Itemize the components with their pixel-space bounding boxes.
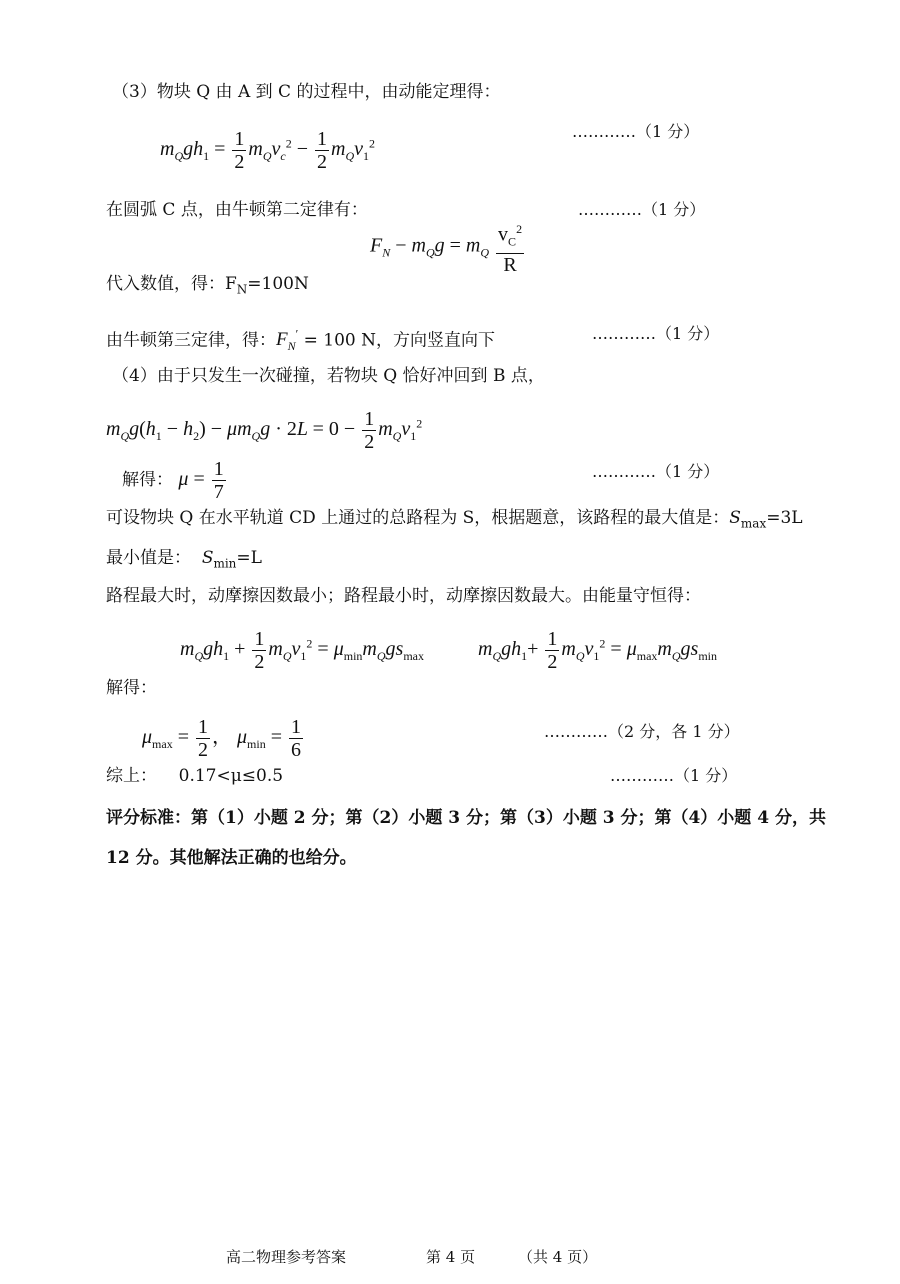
footer-page-total: （共 4 页） — [518, 1248, 598, 1266]
summary-value: 0.17<μ≤0.5 — [178, 766, 284, 786]
equation-kinetic-energy: $m_Qgh_1$ = $\frac{1}{2}$ $m_Qv_c^2$ − $\frac{1}{2}$ $m_Qv_1^2$ — [160, 128, 376, 173]
substitute-value: =100N — [247, 274, 309, 294]
equation-energy-min: $m_Qgh_1+$ $\frac{1}{2}$ $m_Qv_1^2 = \mu_{max}m_Qgs_{min}$ — [478, 628, 718, 673]
score-eq1: …………（1 分） — [572, 122, 700, 141]
score-summary: …………（1 分） — [610, 766, 738, 785]
newton3-line: 由牛顿第三定律，得：$F_N' = 100$ N，方向竖直向下 — [106, 327, 496, 354]
part4-heading: （4）由于只发生一次碰撞，若物块 Q 恰好冲回到 B 点， — [112, 366, 545, 386]
smax-sub: max — [740, 516, 767, 531]
smin-line — [106, 546, 262, 575]
equation-energy-collision: $m_Qg(h_1 - h_2) - \mu m_Qg \cdot 2L = 0$ − $\frac{1}{2}$ $m_Qv_1^2$ — [106, 408, 423, 453]
equation-mu-range: $\mu_{max}$ = $\frac{1}{2}$ ， $\mu_{min}$ = $\frac{1}{6}$ — [142, 716, 301, 761]
equation-newton2: $F_N - m_Qg = m_Q$ $\frac{v_C^2}{R}$ — [370, 218, 526, 276]
smax-value: =3L — [766, 508, 803, 528]
grading-label: 评分标准： — [106, 808, 191, 828]
energy-text: 路程最大时，动摩擦因数最小；路程最小时，动摩擦因数最大。由能量守恒得： — [106, 586, 701, 606]
footer-doc-title: 高二物理参考答案 — [226, 1248, 347, 1266]
score-eq2: …………（1 分） — [578, 200, 706, 219]
substitute-result — [106, 272, 309, 301]
substitute-sub: N — [236, 282, 248, 297]
smin-sub: min — [213, 556, 237, 571]
smax-label: S — [729, 508, 741, 528]
solve-label-2: 解得： — [106, 678, 157, 698]
newton3-value: = 100 N，方向竖直向下 — [303, 330, 496, 351]
substitute-text: 代入数值，得：F — [106, 274, 237, 294]
smin-label: S — [201, 548, 214, 568]
score-eq3: …………（1 分） — [592, 324, 720, 343]
grading-line-2: 12 分。其他解法正确的也给分。 — [106, 848, 357, 868]
newton3-text: 由牛顿第三定律，得： — [106, 330, 276, 351]
smin-text: 最小值是： — [106, 548, 191, 568]
grading-text-1: 第（1）小题 2 分；第（2）小题 3 分；第（3）小题 3 分；第（4）小题 4 分，共 — [191, 808, 826, 828]
equation-energy-max: $m_Qgh_1$ + $\frac{1}{2}$ $m_Qv_1^2 = \mu_{min}m_Qgs_{max}$ — [180, 628, 425, 673]
path-line — [106, 506, 803, 535]
smin-value: =L — [236, 548, 262, 568]
footer-page-number: 第 4 页 — [426, 1248, 476, 1266]
grading-line-1 — [106, 806, 826, 830]
summary-line — [106, 764, 283, 788]
newton2-text: 在圆弧 C 点，由牛顿第二定律有： — [106, 200, 368, 220]
score-mu: …………（1 分） — [592, 462, 720, 481]
score-mu-range: …………（2 分，各 1 分） — [544, 722, 740, 741]
summary-label: 综上： — [106, 766, 157, 786]
solve-label: 解得： — [122, 470, 173, 491]
part3-heading: （3）物块 Q 由 A 到 C 的过程中，由动能定理得： — [112, 82, 501, 102]
path-text: 可设物块 Q 在水平轨道 CD 上通过的总路程为 S，根据题意，该路程的最大值是： — [106, 508, 730, 528]
solve-mu-line: 解得： μ = $\frac{1}{7}$ — [122, 458, 224, 503]
